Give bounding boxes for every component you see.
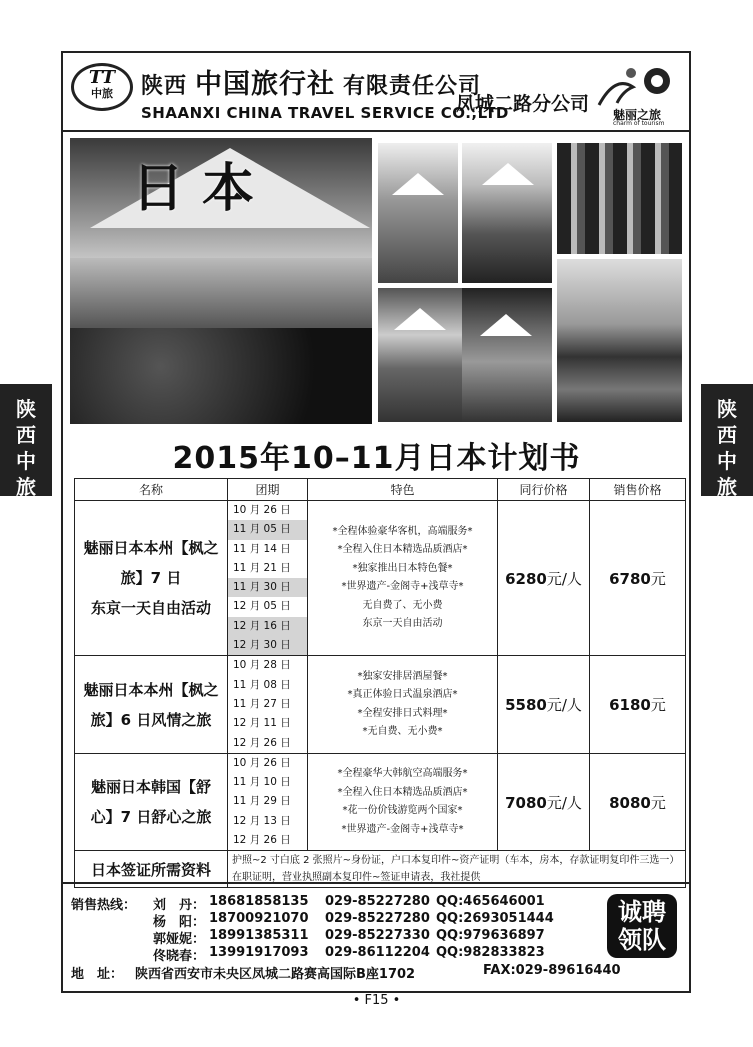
contact-qq: QQ:465646001 [436,894,545,909]
company-name: 中国旅行社 [195,69,336,100]
tour-feature: *全程安排日式料理* [357,707,448,719]
tour-features [308,501,498,656]
contact-mobile: 18991385311 [209,928,309,943]
tour-feature: *世界遗产-金阁寺+浅草寺* [341,823,464,835]
sale-price [590,753,686,850]
tour-dates [228,656,308,753]
trade-price [498,656,590,753]
header-dates: 团期 [228,479,308,501]
sale-price [590,501,686,656]
visa-label: 日本签证所需资料 [75,851,228,888]
brand-en: charm of tourism [613,120,665,127]
trade-price-unit: 元/人 [546,793,582,812]
trade-price-unit: 元/人 [546,569,582,588]
company-type: 有限责任公司 [343,74,482,99]
company-name-en: SHAANXI CHINA TRAVEL SERVICE CO.,LTD [141,104,509,122]
mount-fuji-photo [70,138,372,424]
contact-tel: 029-85227280 [325,911,430,926]
tour-feature: *花一份价钱游览两个国家* [342,805,463,817]
tour-date: 11 月 05 日 [228,520,307,539]
tour-feature: *全程入住日本精选品质酒店* [337,544,468,556]
tour-date: 11 月 10 日 [233,776,291,789]
tour-date: 11 月 30 日 [228,578,307,597]
tour-date: 12 月 11 日 [233,717,291,730]
tour-date: 11 月 21 日 [233,561,291,574]
address: 陕西省西安市未央区凤城二路赛高国际B座1702 [135,967,416,982]
trade-price [498,753,590,850]
tour-features [308,753,498,850]
tour-feature: 无自费了、无小费 [362,599,443,611]
logo-text: TT [88,67,116,88]
sale-price-unit: 元 [650,793,666,812]
visa-line-1: 护照~2 寸白底 2 张照片~身份证，户口本复印件~资产证明（车本，房本，存款证明复印件三选一） [232,855,680,867]
kinkakuji-photo [557,259,682,422]
tour-name-line: 旅】6 日风情之旅 [90,710,212,729]
banner-title: 日本 [132,158,273,219]
trade-price-value: 5580 [505,696,547,715]
trade-price-unit: 元/人 [546,696,582,715]
company-header [63,53,689,132]
sale-price-unit: 元 [650,696,666,715]
tour-name-line: 魅丽日本韩国【舒 [90,778,211,797]
tour-date: 11 月 27 日 [233,697,291,710]
contact-qq: QQ:979636897 [436,928,545,943]
fuji-forest-photo [378,288,462,422]
contact-tel: 029-85227330 [325,928,430,943]
branch-name: 凤城二路分公司 [456,93,590,115]
contact-tel: 029-85227280 [325,894,430,909]
tour-name-line: 魅丽日本本州【枫之 [83,539,219,558]
page-number: • F15 • [352,993,401,1008]
contact-section [63,882,689,993]
visa-line-2: 在职证明，营业执照副本复印件~签证申请表，我社提供 [232,872,481,884]
side-tab-right: 陕 西 中 旅 [701,384,753,496]
contact-name: 郭娅妮： [153,932,206,947]
contact-tel: 029-86112204 [325,945,430,960]
contact-qq: QQ:2693051444 [436,911,554,926]
tour-date: 10 月 26 日 [233,756,291,769]
sale-price-value: 6180 [609,696,651,715]
tour-date: 11 月 29 日 [233,795,291,808]
tour-dates [228,753,308,850]
tour-dates [228,501,308,656]
tour-name [75,656,228,753]
tour-name-line: 心】7 日舒心之旅 [90,808,212,827]
tour-name-line: 东京一天自由活动 [90,599,211,618]
fax: FAX:029-89616440 [483,963,621,978]
contact-qq: QQ:982833823 [436,945,545,960]
photo-collage [70,138,682,424]
company-logo [71,63,133,111]
logo-sub: 中旅 [91,87,113,100]
tour-date: 10 月 28 日 [233,659,291,672]
trade-price [498,501,590,656]
tour-date: 12 月 26 日 [233,736,291,749]
company-name-cn [141,62,481,101]
header-sale-price: 销售价格 [590,479,686,501]
address-label: 地 址： [71,967,124,982]
tour-date: 12 月 16 日 [228,617,307,636]
tour-feature: 东京一天自由活动 [362,618,443,630]
tour-date: 12 月 13 日 [233,814,291,827]
fuji-night-photo [462,288,552,422]
tour-row [75,656,686,753]
tour-feature: *独家推出日本特色餐* [352,562,453,574]
recruit-line-1: 诚聘 [618,898,666,926]
tour-feature: *真正体验日式温泉酒店* [347,689,458,701]
tour-date: 12 月 30 日 [228,636,307,655]
tour-feature: *全程豪华大韩航空高端服务* [337,768,468,780]
tour-date: 12 月 26 日 [233,834,291,847]
province: 陕西 [141,74,188,99]
tour-feature: *全程体验豪华客机，高端服务* [332,525,473,537]
tour-name-line: 魅丽日本本州【枫之 [83,680,219,699]
trade-price-value: 6280 [505,569,547,588]
brand-name: 魅丽之旅 [613,108,662,122]
tour-features [308,656,498,753]
contact-name: 佟晓春： [153,949,206,964]
table-header-row [75,479,686,501]
header-trade-price: 同行价格 [498,479,590,501]
tour-date: 12 月 05 日 [233,600,291,613]
sale-price-unit: 元 [650,569,666,588]
sale-price-value: 8080 [609,793,651,812]
header-name: 名称 [75,479,228,501]
tour-feature: *无自费、无小费* [362,726,443,738]
tour-date: 11 月 14 日 [233,542,291,555]
sale-price [590,656,686,753]
tour-date: 10 月 26 日 [233,504,291,516]
tour-feature: *世界遗产-金阁寺+浅草寺* [341,581,464,593]
brand-symbol-icon [595,65,675,107]
tour-name [75,501,228,656]
contact-mobile: 13991917093 [209,945,309,960]
plan-title: 2015年10–11月日本计划书 [172,441,581,476]
side-tab-left: 陕 西 中 旅 [0,384,52,496]
contact-mobile: 18700921070 [209,911,309,926]
tour-name-line: 旅】7 日 [120,569,182,588]
kokeshi-dolls-photo [557,143,682,254]
contact-name: 刘 丹： [153,898,206,913]
tour-feature: *独家安排居酒屋餐* [357,670,448,682]
contact-mobile: 18681858135 [209,894,309,909]
trade-price-value: 7080 [505,793,547,812]
tour-plan-table [74,478,686,888]
tour-date: 11 月 08 日 [233,678,291,691]
sale-price-value: 6780 [609,569,651,588]
hotline-label: 销售热线： [71,898,137,913]
contact-name: 杨 阳： [153,915,206,930]
tour-row [75,501,686,656]
brand-logo [595,65,675,125]
fuji-willow-photo [378,143,458,283]
tour-name [75,753,228,850]
tea-field-photo [462,143,552,283]
recruit-badge [607,894,677,958]
tour-row [75,753,686,850]
tour-feature: *全程入住日本精选品质酒店* [337,786,468,798]
recruit-line-2: 领队 [618,926,666,954]
header-features: 特色 [308,479,498,501]
